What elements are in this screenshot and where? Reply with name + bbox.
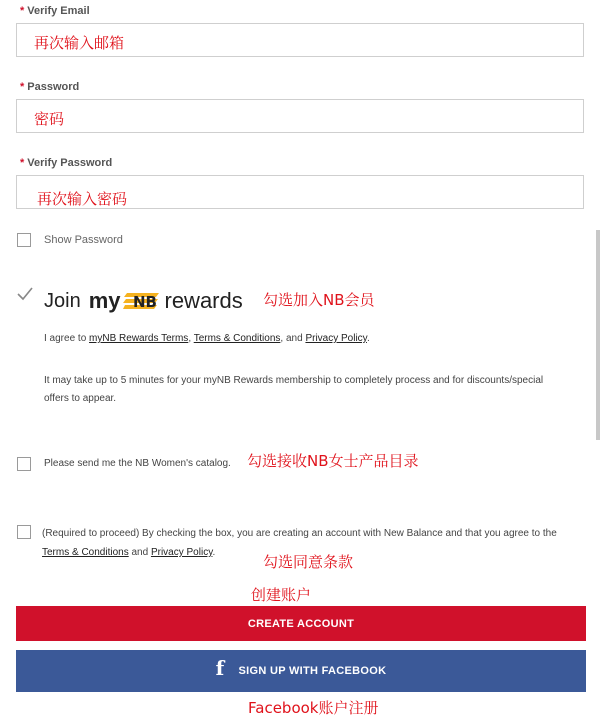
consent-text: (Required to proceed) By checking the box, you are creating an account with New Balance and that you agree to the <box>42 528 557 539</box>
verify-email-input[interactable] <box>16 23 584 57</box>
password-label: * Password <box>20 81 80 93</box>
logo-my: my <box>88 288 121 313</box>
consent-privacy-link[interactable]: Privacy Policy <box>150 547 213 558</box>
consent-annotation: 勾选同意条款 <box>263 553 354 571</box>
verify-email-label: * Verify Email <box>20 5 90 17</box>
catalog-annotation: 勾选接收NB女士产品目录 <box>247 452 419 470</box>
verify-email-annotation: 再次输入邮箱 <box>34 34 125 52</box>
password-annotation: 密码 <box>34 110 65 128</box>
rewards-agree-text: I agree to myNB Rewards Terms, Terms & Conditions, and Privacy Policy. <box>44 333 370 344</box>
consent-links: Terms & Conditions and Privacy Policy. <box>42 547 216 558</box>
svg-text:NB: NB <box>132 293 157 311</box>
rewards-privacy-link[interactable]: Privacy Policy <box>305 333 367 344</box>
password-input[interactable] <box>16 99 584 133</box>
catalog-checkbox[interactable] <box>17 457 31 471</box>
catalog-label: Please send me the NB Women's catalog. <box>44 458 231 469</box>
verify-password-label: * Verify Password <box>20 157 113 169</box>
show-password-label: Show Password <box>44 234 123 246</box>
rewards-checkbox[interactable] <box>16 285 34 303</box>
verify-password-input[interactable] <box>16 175 584 209</box>
rewards-terms-link[interactable]: myNB Rewards Terms <box>89 333 189 344</box>
facebook-signup-button[interactable]: f SIGN UP WITH FACEBOOK <box>16 650 586 692</box>
join-text: Join <box>44 289 81 312</box>
create-account-button[interactable]: CREATE ACCOUNT <box>16 606 586 641</box>
rewards-tc-link[interactable]: Terms & Conditions <box>193 333 281 344</box>
create-account-annotation: 创建账户 <box>251 586 312 604</box>
rewards-notice: It may take up to 5 minutes for your myNB Rewards membership to completely process and for discounts/special offers to appear. <box>44 375 544 404</box>
scrollbar[interactable] <box>596 230 600 440</box>
consent-terms-link[interactable]: Terms & Conditions <box>42 547 129 558</box>
logo-rewards: rewards <box>164 288 243 313</box>
rewards-annotation: 勾选加入NB会员 <box>263 291 375 309</box>
checkmark-icon <box>16 285 34 303</box>
verify-password-annotation: 再次输入密码 <box>37 190 128 208</box>
facebook-icon: f <box>215 656 225 680</box>
rewards-logo <box>44 288 243 314</box>
show-password-checkbox[interactable] <box>17 233 31 247</box>
facebook-annotation: Facebook账户注册 <box>248 699 379 717</box>
consent-checkbox[interactable] <box>17 525 31 539</box>
nb-logo-icon <box>123 291 163 311</box>
